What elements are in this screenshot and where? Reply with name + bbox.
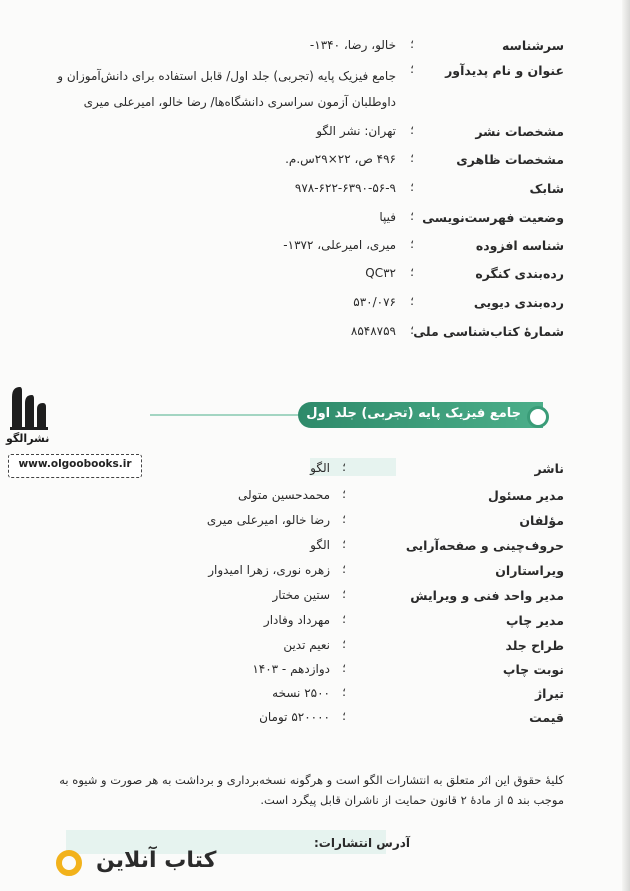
- publisher-url[interactable]: www.olgoobooks.ir: [18, 458, 132, 470]
- credit-row: [34, 461, 564, 483]
- cip-value: جامع فیزیک پایه (تجربی) جلد اول/ قابل استفاده برای دانش‌آموزان و داوطلبان آزمون سراسری دانشگاه‌ها/ رضا خالو، امیرعلی میری: [57, 69, 396, 109]
- credit-value: الگو: [310, 461, 330, 475]
- credit-value: نعیم تدین: [283, 638, 330, 652]
- cip-row: [34, 181, 564, 203]
- ribbon-dot-icon: [527, 406, 549, 428]
- credit-value: الگو: [310, 538, 330, 552]
- cip-label: مشخصات ظاهری: [456, 152, 564, 167]
- cip-separator: ؛: [410, 62, 414, 76]
- cip-value: تهران: نشر الگو: [316, 124, 396, 138]
- cip-separator: ؛: [410, 237, 414, 251]
- cip-row: [34, 63, 564, 117]
- title-ribbon: [298, 402, 543, 428]
- credit-separator: ؛: [342, 637, 346, 651]
- credit-separator: ؛: [342, 587, 346, 601]
- credit-row: [34, 613, 564, 635]
- brand-text: کتاب آنلاین: [96, 848, 217, 873]
- credit-value: رضا خالو، امیرعلی میری: [206, 513, 330, 527]
- credit-label: مدیر واحد فنی و ویرایش: [410, 588, 564, 603]
- cip-separator: ؛: [410, 265, 414, 279]
- cip-label: شابک: [529, 181, 564, 196]
- credit-label: حروف‌چینی و صفحه‌آرایی: [405, 538, 564, 553]
- cip-label: عنوان و نام پدیدآور: [445, 63, 564, 78]
- credit-row: [34, 513, 564, 535]
- credit-row: [34, 638, 564, 660]
- cip-label: وضعیت فهرست‌نویسی: [422, 210, 564, 225]
- cip-row: [34, 152, 564, 174]
- brand-logo-icon: [56, 850, 82, 876]
- credit-value: ستین مختار: [272, 588, 330, 602]
- cip-separator: ؛: [410, 37, 414, 51]
- cip-value: میری، امیرعلی، ۱۳۷۲-: [283, 238, 396, 252]
- cip-separator: ؛: [410, 123, 414, 137]
- ribbon-line: [150, 414, 298, 416]
- credit-value: زهره نوری، زهرا امیدوار: [208, 563, 330, 577]
- credit-separator: ؛: [342, 709, 346, 723]
- credit-label: مؤلفان: [519, 513, 564, 528]
- credit-separator: ؛: [342, 512, 346, 526]
- credit-separator: ؛: [342, 460, 346, 474]
- credit-row: [34, 488, 564, 510]
- address-label: آدرس انتشارات:: [313, 836, 410, 850]
- ribbon-title: جامع فیزیک پایه (تجربی) جلد اول: [306, 406, 521, 421]
- credit-value: ۲۵۰۰ نسخه: [272, 686, 330, 700]
- cip-label: شمارهٔ کتاب‌شناسی ملی: [413, 324, 564, 339]
- cip-label: سرشناسه: [501, 38, 564, 53]
- publisher-logo-text: نشرالگو: [6, 432, 50, 445]
- credit-label: ویراستاران: [495, 563, 564, 578]
- cip-value: QC۳۲: [365, 266, 396, 280]
- credit-row: [34, 563, 564, 585]
- cip-value: ۹۷۸-۶۲۲-۶۳۹۰-۵۶-۹: [294, 181, 396, 195]
- credit-separator: ؛: [342, 487, 346, 501]
- cip-row: [34, 266, 564, 288]
- credit-label: قیمت: [529, 710, 564, 725]
- cip-value: ۴۹۶ ص، ۲۲×۲۹س.م.: [285, 152, 396, 166]
- credit-row: [34, 710, 564, 732]
- cip-value: ۵۳۰/۰۷۶: [353, 295, 396, 309]
- cip-value: ۸۵۴۸۷۵۹: [350, 324, 396, 338]
- credit-value: محمدحسین متولی: [237, 488, 330, 502]
- credit-row: [34, 538, 564, 560]
- cip-row: [34, 124, 564, 146]
- credit-row: [34, 662, 564, 684]
- cip-row: [34, 324, 564, 346]
- cip-separator: ؛: [410, 323, 414, 337]
- credit-separator: ؛: [342, 612, 346, 626]
- cip-row: [34, 295, 564, 317]
- credit-label: تیراژ: [534, 686, 564, 701]
- credit-separator: ؛: [342, 685, 346, 699]
- cip-value: فیپا: [379, 210, 396, 224]
- cip-separator: ؛: [410, 151, 414, 165]
- credit-label: طراح جلد: [505, 638, 564, 653]
- cip-label: رده‌بندی کنگره: [475, 266, 564, 281]
- credit-separator: ؛: [342, 537, 346, 551]
- copyright-notice: کلیهٔ حقوق این اثر متعلق به انتشارات الگو است و هرگونه نسخه‌برداری و برداشت به هر صورت و شیوه به موجب بند ۵ از مادهٔ ۲ قانون حمایت از ناشران قابل پیگرد است.: [59, 773, 564, 807]
- page-edge: [622, 0, 630, 891]
- credit-value: دوازدهم - ۱۴۰۳: [252, 662, 330, 676]
- credit-row: [34, 686, 564, 708]
- cip-row: [34, 238, 564, 260]
- cip-label: مشخصات نشر: [475, 124, 564, 139]
- cip-value: خالو، رضا، ۱۳۴۰-: [309, 38, 396, 52]
- credit-separator: ؛: [342, 661, 346, 675]
- credit-row: [34, 588, 564, 610]
- credit-separator: ؛: [342, 562, 346, 576]
- cip-label: شناسه افزوده: [475, 238, 564, 253]
- cip-separator: ؛: [410, 209, 414, 223]
- credit-value: ۵۲۰۰۰۰ تومان: [259, 710, 330, 724]
- cip-separator: ؛: [410, 180, 414, 194]
- credit-label: مدیر مسئول: [487, 488, 564, 503]
- cip-separator: ؛: [410, 294, 414, 308]
- credit-label: مدیر چاپ: [505, 613, 564, 628]
- cip-row: [34, 210, 564, 232]
- credit-label: نوبت چاپ: [502, 662, 564, 677]
- credit-label: ناشر: [534, 461, 564, 476]
- cip-row: [34, 38, 564, 60]
- credit-value: مهرداد وفادار: [263, 613, 330, 627]
- cip-label: رده‌بندی دیویی: [473, 295, 564, 310]
